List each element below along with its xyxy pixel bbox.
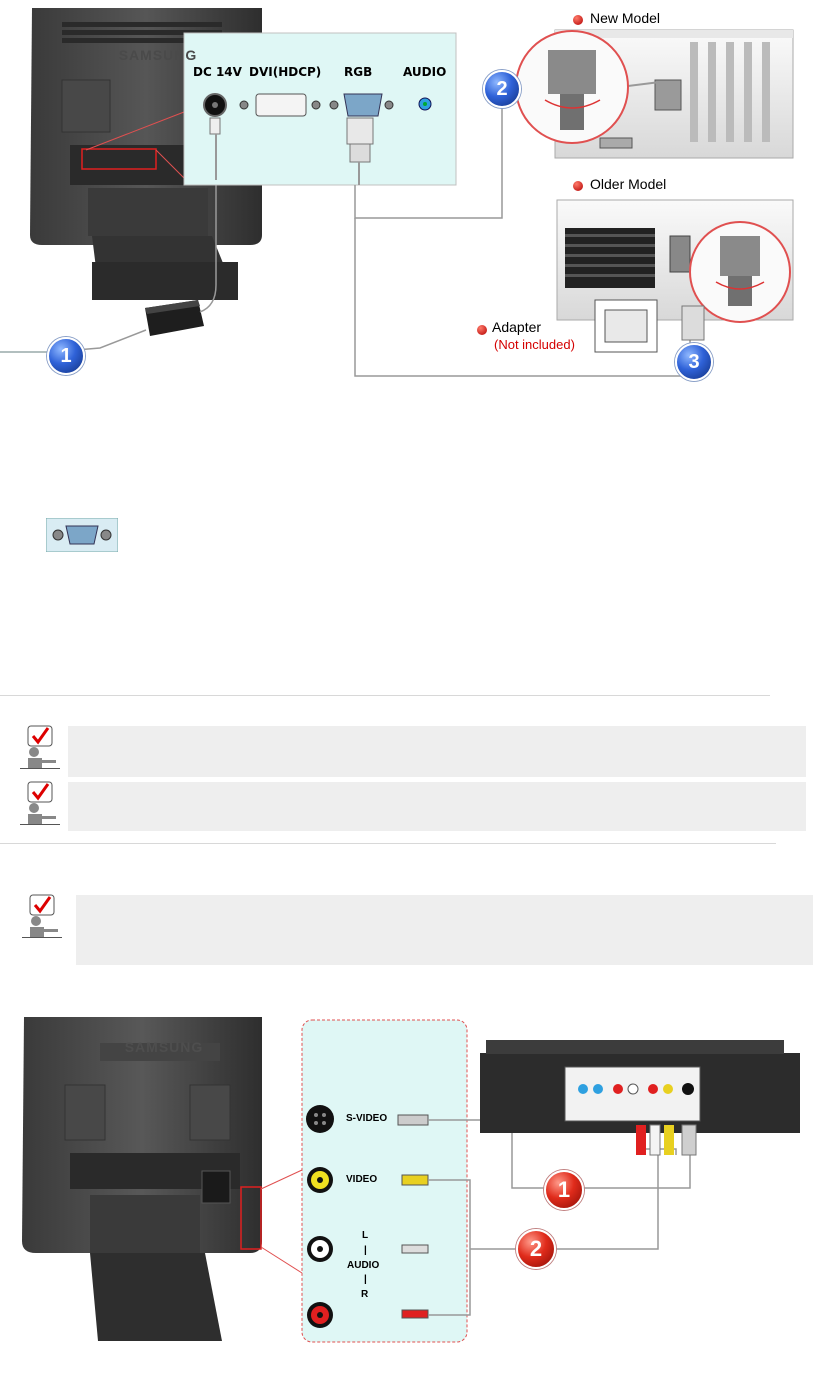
av-connection-diagram — [0, 1005, 813, 1365]
bullet-icon — [477, 325, 487, 335]
bullet-icon — [573, 15, 583, 25]
audio-bar-top: | — [364, 1245, 367, 1256]
note-box — [76, 895, 813, 965]
port-label-dc: DC 14V — [193, 65, 242, 79]
brand-logo: SAMSUNG — [118, 47, 198, 63]
new-model-label: New Model — [590, 10, 661, 26]
pc-connection-diagram — [0, 0, 813, 390]
port-label-audio: AUDIO — [403, 65, 447, 79]
step-badge-1: 1 — [47, 337, 85, 375]
audio-bar-bottom: | — [364, 1274, 367, 1285]
adapter-label: Adapter — [492, 319, 542, 335]
step-badge-2: 2 — [483, 70, 521, 108]
svideo-label: S-VIDEO — [346, 1113, 388, 1124]
step-badge-3: 3 — [675, 343, 713, 381]
note-box — [68, 726, 806, 777]
note-box — [68, 782, 806, 831]
divider-middle — [0, 843, 776, 844]
bullet-icon — [573, 181, 583, 191]
av-connection-artwork — [0, 1005, 813, 1365]
av-step-badge-1: 1 — [544, 1170, 584, 1210]
audio-l-label: L — [362, 1230, 369, 1241]
note-check-icon — [20, 724, 60, 770]
adapter-note: (Not included) — [494, 337, 575, 352]
port-label-rgb: RGB — [344, 65, 373, 79]
audio-label: AUDIO — [347, 1260, 380, 1271]
av-step-badge-2: 2 — [516, 1229, 556, 1269]
note-check-icon — [20, 780, 60, 826]
divider-top — [0, 695, 770, 696]
older-model-label: Older Model — [590, 176, 667, 192]
rgb-connector-icon — [46, 518, 118, 552]
brand-logo: SAMSUNG — [124, 1039, 204, 1055]
port-label-dvi: DVI(HDCP) — [249, 65, 322, 79]
video-label: VIDEO — [346, 1174, 378, 1185]
note-check-icon — [22, 893, 62, 939]
rgb-connector-icon-graphic — [46, 518, 118, 552]
audio-r-label: R — [361, 1289, 369, 1300]
